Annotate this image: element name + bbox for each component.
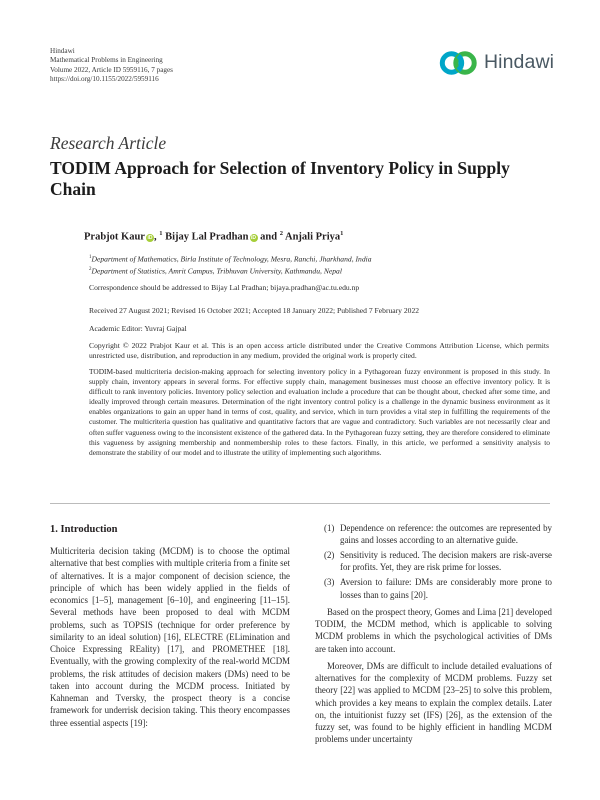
section-divider (50, 503, 550, 504)
affiliation-item: $^2$Department of Statistics, Amrit Campus, Tribhuvan University, Kathmandu, Nepal (89, 266, 342, 276)
abstract (89, 367, 550, 458)
article-type: Research Article (50, 133, 167, 153)
volume-line: Volume 2022, Article ID 5959116, 7 pages (50, 65, 173, 74)
affiliations (89, 253, 372, 276)
publication-dates: Received 27 August 2021; Revised 16 October 2021; Accepted 18 January 2022; Published 7 February 2022 (89, 306, 420, 315)
orcid-icon[interactable]: iD (251, 234, 257, 241)
affiliation-item: $^1$Department of Mathematics, Birla Institute of Technology, Mesra, Ranchi, Jharkhand, India (89, 254, 372, 264)
article-title: TODIM Approach for Selection of Inventory Policy in Supply Chain (50, 158, 510, 199)
author-name: Anjali Priya (285, 231, 341, 243)
academic-editor: Academic Editor: Yuvraj Gajpal (89, 324, 187, 333)
copyright-notice: Copyright © 2022 Prabjot Kaur et al. This is an open access article distributed under the Creative Commons Attribution License, which permits unrestricted use, distribution, and reproduction in any medium, provided the original work is properly cited. (89, 341, 549, 361)
right-column (315, 522, 552, 746)
affiliation-marker: 2 (279, 230, 283, 237)
author-name: Prabjot Kaur (84, 231, 145, 243)
intro-paragraph: Multicriteria decision taking (MCDM) is to choose the optimal alternative that best complies with multiple criteria from a finite set of alternatives. It is a major component of decision science, the principle of which has been widely applied in the fields of economics [1–5], management [6–10], and engineering [11–15]. Several methods have been proposed to deal with MCDM problems, such as TOPSIS (technique for order preference by similarity to an ideal solution) [16], ELECTRE (ELimination and Choice Expressing REality) [17], and PROMETHEE [18]. Eventually, with the growing complexity of the real-world MCDM problems, the risk attitudes of decision makers (DMs) need to be taken into account during the MCDM process. Initiated by Kahneman and Tversky, the prospect theory is a concise framework for underrisk decision taking. This theory encompasses three essential aspects [19]: (50, 546, 290, 728)
left-column (50, 545, 290, 729)
section-heading: 1. Introduction (50, 524, 118, 535)
affiliation-marker: 1 (159, 230, 163, 237)
correspondence: Correspondence should be addressed to Bijay Lal Pradhan; bijaya.pradhan@ac.tu.edu.np (89, 283, 360, 292)
publisher-name: Hindawi (50, 47, 75, 55)
doi-link[interactable]: https://doi.org/10.1155/2022/5959116 (50, 74, 159, 83)
list-item: (2) Sensitivity is reduced. The decision makers are risk-averse for profits. Yet, they are risk prime for losses. (324, 550, 552, 573)
affiliation-marker: 1 (340, 230, 344, 237)
author-name: Bijay Lal Pradhan (165, 231, 249, 243)
journal-name: Mathematical Problems in Engineering (50, 56, 163, 65)
journal-header (50, 47, 173, 84)
logo-wordmark: Hindawi (484, 51, 555, 73)
list-item: (3) Aversion to failure: DMs are considerably more prone to losses than to gains [20]. (324, 577, 552, 600)
list-item: (1) Dependence on reference: the outcomes are represented by gains and losses according to an alternative guide. (324, 523, 552, 546)
orcid-icon[interactable]: iD (147, 234, 153, 241)
abstract-text: TODIM-based multicriteria decision-making approach for selecting inventory policy in a Pythagorean fuzzy environment is proposed in this study. In supply chain, inventory appears in several forms. For effective supply chain, management businesses must choose an effective inventory policy. It is difficult to rank inventory policies. Inventory policy selection and evaluation include a procedure that can be thought about, checked after some time, and ideally improved through certain measures. Determination of the right inventory control policy is a challenge in the dynamic business environment as it enables organizations to gain an upper hand in terms of cost, quality, and service, which in turn provides a vital step in fulfilling the requirements of the customer. The multicriteria question has qualitative and quantitative factors that are vague and contradictory. Such variables are not necessarily clear and often suffer vagueness owing to the inconsistent existence of the gathered data. In the Pythagorean fuzzy setting, they are therefore considered to eliminate this vagueness by assigning membership and nonmembership roles to these factors. Finally, in this article, we performed a sensitivity analysis to demonstrate the stability of our model and to illustrate the utility of implementing such algorithms. (89, 367, 550, 457)
body-paragraph: Based on the prospect theory, Gomes and Lima [21] developed TODIM, the MCDM method, which is applicable to solving MCDM problems in which the psychological activities of DMs are taken into account. (315, 606, 552, 654)
author-list: Prabjot Kaur iD , $^1$ Bijay Lal Pradhan iD and $^2$ Anjali Priya$^1$ (84, 230, 344, 243)
body-paragraph: Moreover, DMs are difficult to include detailed evaluations of alternatives for the complexity of MCDM problems. Fuzzy set theory [22] was applied to MCDM [23–25] to solve this problem, which provides a key means to explain the complex details. Later on, the intuitionist fuzzy set (IFS) [26], as the extension of the fuzzy set, was found to be highly efficient in handling MCDM problems under uncertainty (315, 660, 552, 745)
